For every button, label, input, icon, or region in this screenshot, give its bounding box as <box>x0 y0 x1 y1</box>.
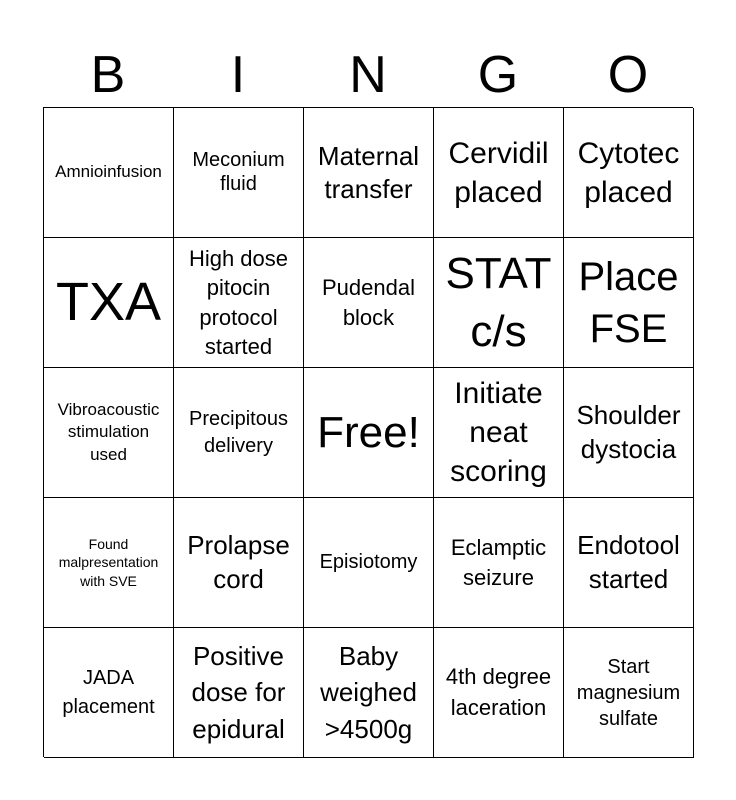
bingo-cell-r4-c4[interactable] <box>434 498 564 628</box>
cell-label: JADA placement <box>62 666 155 718</box>
cell-label: Start magnesium sulfate <box>576 655 681 730</box>
cell-label: Shoulder dystocia <box>576 399 681 464</box>
cell-label: Episiotomy <box>319 550 418 573</box>
bingo-cell-r2-c2[interactable] <box>174 238 304 368</box>
bingo-cell-r2-c4[interactable] <box>434 238 564 368</box>
bingo-cell-r3-c2[interactable] <box>174 368 304 498</box>
cell-label: Maternal transfer <box>317 141 420 204</box>
cell-label: Vibroacoustic stimulation used <box>57 400 160 464</box>
cell-label: Amnioinfusion <box>55 162 162 182</box>
cell-label: Baby weighed >4500g <box>320 640 417 744</box>
cell-label: Eclamptic seizure <box>450 534 547 590</box>
header-letter-n: N <box>349 46 387 104</box>
bingo-cell-r4-c2[interactable] <box>174 498 304 628</box>
cell-label: Positive dose for epidural <box>191 640 286 744</box>
bingo-cell-r5-c3[interactable] <box>304 628 434 758</box>
cell-label: TXA <box>55 271 162 332</box>
bingo-cell-r4-c1[interactable] <box>44 498 174 628</box>
bingo-cell-r1-c5[interactable] <box>564 108 694 238</box>
bingo-cell-r5-c5[interactable] <box>564 628 694 758</box>
bingo-cell-r3-c4[interactable] <box>434 368 564 498</box>
bingo-cell-r3-c5[interactable] <box>564 368 694 498</box>
bingo-card-grid <box>43 107 693 757</box>
cell-label: Free! <box>317 407 420 457</box>
cell-label: Prolapse cord <box>187 529 290 594</box>
cell-label: Place FSE <box>578 254 679 351</box>
header-letter-b: B <box>90 46 126 104</box>
bingo-cell-r3-c3[interactable] <box>304 368 434 498</box>
cell-label: Pudendal block <box>322 274 415 330</box>
header-letter-i: I <box>230 46 246 104</box>
bingo-cell-r2-c1[interactable] <box>44 238 174 368</box>
bingo-cell-r2-c5[interactable] <box>564 238 694 368</box>
cell-label: Precipitous delivery <box>189 407 288 457</box>
cell-label: Endotool started <box>577 529 680 594</box>
bingo-cell-r5-c4[interactable] <box>434 628 564 758</box>
cell-label: 4th degree laceration <box>445 663 552 720</box>
bingo-cell-r1-c3[interactable] <box>304 108 434 238</box>
bingo-cell-r5-c1[interactable] <box>44 628 174 758</box>
cell-label: High dose pitocin protocol started <box>188 246 289 359</box>
cell-label: Cytotec placed <box>577 136 680 209</box>
bingo-cell-r1-c2[interactable] <box>174 108 304 238</box>
cell-label: Initiate neat scoring <box>450 377 547 488</box>
cell-label: Cervidil placed <box>448 136 549 209</box>
bingo-header <box>43 42 693 108</box>
cell-label: Meconium fluid <box>192 148 285 195</box>
cell-label: Found malpresentation with SVE <box>58 536 159 589</box>
bingo-cell-r1-c4[interactable] <box>434 108 564 238</box>
bingo-cell-r1-c1[interactable] <box>44 108 174 238</box>
bingo-cell-r5-c2[interactable] <box>174 628 304 758</box>
bingo-cell-r3-c1[interactable] <box>44 368 174 498</box>
bingo-cell-r4-c3[interactable] <box>304 498 434 628</box>
header-letter-o: O <box>607 46 649 104</box>
bingo-cell-r4-c5[interactable] <box>564 498 694 628</box>
header-letter-g: G <box>477 46 519 104</box>
cell-label: STAT c/s <box>445 249 552 356</box>
bingo-cell-r2-c3[interactable] <box>304 238 434 368</box>
